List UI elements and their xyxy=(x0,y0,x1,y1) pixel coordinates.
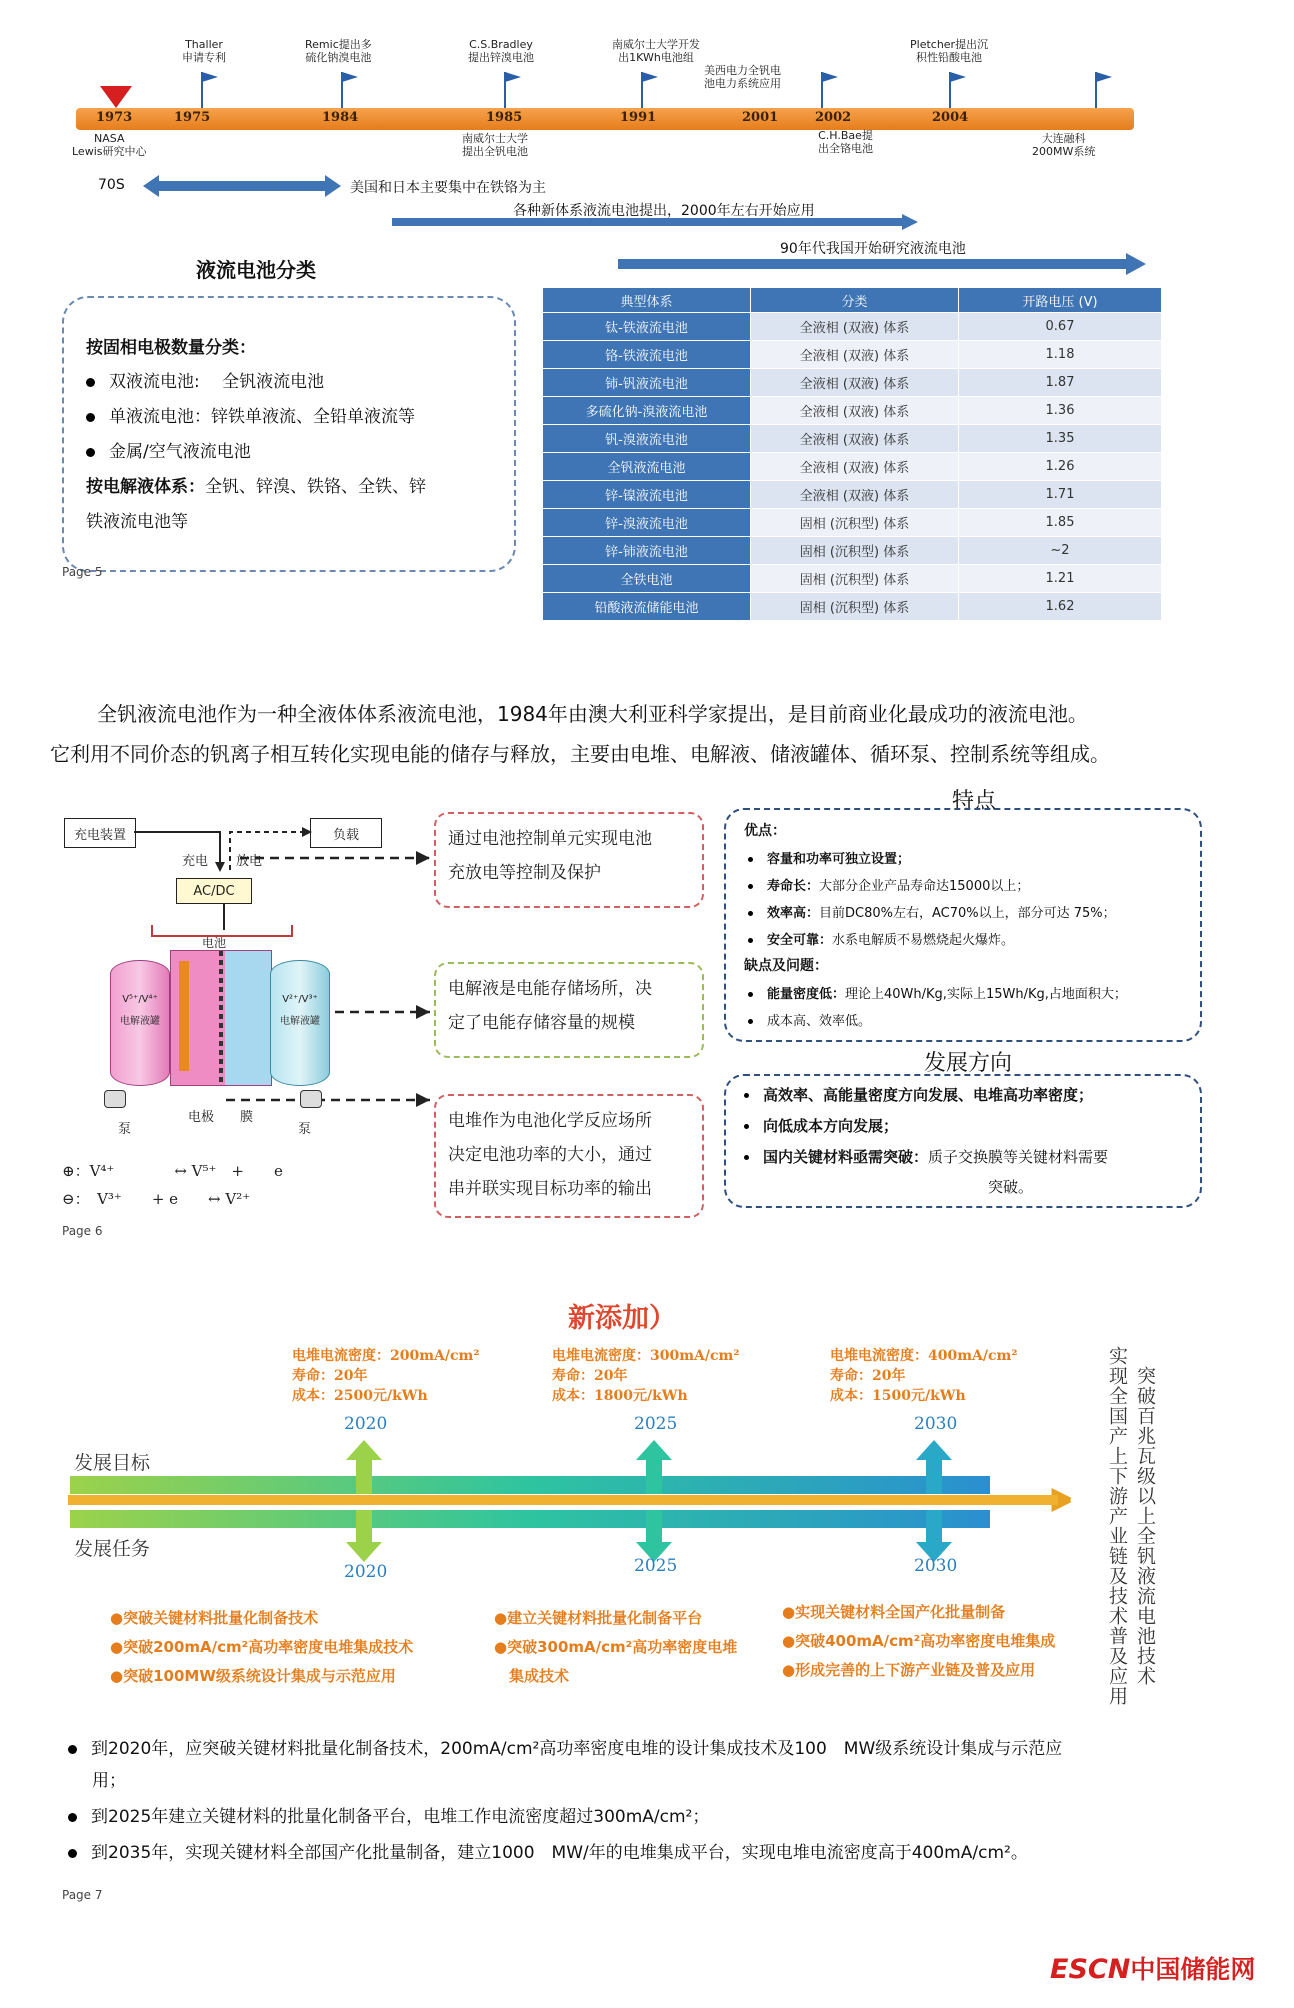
goal-label: 发展目标 xyxy=(74,1452,151,1474)
pump-right-label: 泵 xyxy=(298,1122,312,1137)
table-row xyxy=(543,593,1162,621)
tank-label-line: V⁵⁺/V⁴⁺ xyxy=(122,994,158,1005)
positive-electrode xyxy=(179,961,189,1071)
table-header: 典型体系 xyxy=(543,288,751,313)
event-line: C.S.Bradley xyxy=(469,38,533,51)
event-line: 硫化钠溴电池 xyxy=(305,51,372,64)
heading-text: 按电解液体系： xyxy=(86,477,205,497)
roadmap-bullet xyxy=(68,1838,1028,1863)
table-cell: 1.21 xyxy=(959,565,1162,593)
classification-heading1 xyxy=(86,333,256,358)
membrane-label: 膜 xyxy=(240,1110,254,1125)
task-item: ●建立关键材料批量化制备平台 xyxy=(494,1609,703,1627)
table-cell: 全液相 (双液) 体系 xyxy=(751,453,959,481)
task-item: ●突破200mA/cm²高功率密度电堆集成技术 xyxy=(110,1638,414,1656)
bullet-icon xyxy=(68,1745,77,1754)
table-cell: 全液相 (双液) 体系 xyxy=(751,341,959,369)
start-marker-icon xyxy=(100,86,132,108)
pump-left-label: 泵 xyxy=(118,1122,132,1137)
development-item xyxy=(744,1115,898,1136)
item-text: 水系电解质不易燃烧起火爆炸。 xyxy=(832,933,1015,948)
pros-item xyxy=(748,848,910,867)
bullet-icon xyxy=(744,1155,749,1160)
features-box xyxy=(724,808,1202,1042)
table-row xyxy=(543,313,1162,341)
table-row xyxy=(543,425,1162,453)
box-line: 充放电等控制及保护 xyxy=(448,863,601,883)
item-text: 理论上40Wh/Kg,实际上15Wh/Kg,占地面积大； xyxy=(845,987,1127,1002)
table-cell: 0.67 xyxy=(959,313,1162,341)
tasks-2020 xyxy=(110,1604,413,1691)
table-cell: 锌-溴液流电池 xyxy=(543,509,751,537)
timeline-year: 1975 xyxy=(174,110,211,125)
item-text: 质子交换膜等关键材料需要 xyxy=(928,1148,1109,1166)
timeline-event-rongke xyxy=(1032,132,1095,158)
charge-label: 充电 xyxy=(182,854,209,869)
bullet-icon xyxy=(86,448,95,457)
table-cell: 1.85 xyxy=(959,509,1162,537)
escn-watermark-logo xyxy=(1050,1950,1255,1986)
arrow-right-icon xyxy=(416,1005,430,1019)
right-arrow-icon xyxy=(392,214,918,230)
bullet-icon xyxy=(748,1019,753,1024)
item-text: 金属/空气液流电池 xyxy=(109,442,251,462)
classification-item xyxy=(86,437,251,462)
roadmap-bullet xyxy=(68,1802,709,1827)
reaction-equation-negative: ⊖： V³⁺ + e ↔ V²⁺ xyxy=(62,1190,251,1208)
pros-item xyxy=(748,875,1029,894)
table-cell: 铬-铁液流电池 xyxy=(543,341,751,369)
classification-heading2-cont: 铁液流电池等 xyxy=(86,512,188,532)
event-line: C.H.Bae提 xyxy=(818,129,873,142)
timeline-event-nasa xyxy=(72,132,147,158)
event-line: NASA xyxy=(94,132,125,145)
flag-icon xyxy=(820,70,840,110)
timeline-event-vanadium xyxy=(462,132,528,158)
stage-line: 寿命：20年 xyxy=(552,1368,628,1384)
bullet-icon xyxy=(68,1813,77,1822)
event-line: 提出锌溴电池 xyxy=(468,51,534,64)
event-line: 提出全钒电池 xyxy=(462,145,528,158)
task-item: ●突破400mA/cm²高功率密度电堆集成 xyxy=(782,1632,1056,1650)
event-line: 出1KWh电池组 xyxy=(618,51,694,64)
table-cell: 1.71 xyxy=(959,481,1162,509)
event-line: 美西电力全钒电 xyxy=(704,64,781,77)
acdc-label: AC/DC xyxy=(193,883,235,899)
stage-line: 成本：2500元/kWh xyxy=(292,1388,428,1404)
heading-rest: 全钒、锌溴、铁铬、全铁、锌 xyxy=(205,477,426,497)
table-header: 分类 xyxy=(751,288,959,313)
flag-icon xyxy=(340,70,360,110)
table-cell: 铈-钒液流电池 xyxy=(543,369,751,397)
timeline-event-remic xyxy=(305,38,372,64)
load-label: 负载 xyxy=(332,827,359,843)
table-cell: 全液相 (双液) 体系 xyxy=(751,397,959,425)
event-line: Lewis研究中心 xyxy=(72,145,147,158)
bullet-icon xyxy=(744,1124,749,1129)
table-row xyxy=(543,565,1162,593)
vertical-goal-text: 突破百兆瓦级以上全钒液流电池技术 xyxy=(1134,1366,1156,1686)
event-line: 200MW系统 xyxy=(1032,145,1096,158)
table-row xyxy=(543,453,1162,481)
arrow-right-icon xyxy=(416,851,430,865)
item-text: 大部分企业产品寿命达15000以上； xyxy=(819,879,1030,894)
table-row xyxy=(543,341,1162,369)
table-cell: 固相 (沉积型) 体系 xyxy=(751,537,959,565)
table-cell: 全液相 (双液) 体系 xyxy=(751,425,959,453)
watermark-cn: 中国储能网 xyxy=(1130,1955,1256,1984)
item-text: 成本高、效率低。 xyxy=(767,1014,872,1029)
acdc-box xyxy=(176,878,252,904)
timeline-bar xyxy=(76,108,1134,130)
timeline-year: 2004 xyxy=(932,110,969,125)
tank-label xyxy=(271,989,329,1033)
table-cell: 全铁电池 xyxy=(543,565,751,593)
table-header-row xyxy=(543,288,1162,313)
bullet-icon xyxy=(68,1849,77,1858)
table-cell: 1.26 xyxy=(959,453,1162,481)
tasks-2025 xyxy=(494,1604,737,1691)
task-item: ●突破100MW级系统设计集成与示范应用 xyxy=(110,1667,396,1685)
table-cell: 多硫化钠-溴液流电池 xyxy=(543,397,751,425)
cons-title: 缺点及问题： xyxy=(744,958,828,974)
heading-colon: ： xyxy=(239,338,256,358)
timeline-year: 1984 xyxy=(322,110,359,125)
table-cell: 全钒液流电池 xyxy=(543,453,751,481)
table-header: 开路电压 (V) xyxy=(959,288,1162,313)
stage-line: 成本：1800元/kWh xyxy=(552,1388,688,1404)
page7-title: 新添加） xyxy=(568,1303,676,1334)
battery-label: 电池 xyxy=(202,936,227,950)
era-arrow1-label: 美国和日本主要集中在铁铬为主 xyxy=(350,180,546,196)
event-line: 池电力系统应用 xyxy=(704,77,781,90)
timeline-event-bradley xyxy=(468,38,534,64)
right-arrow-icon xyxy=(618,253,1146,275)
event-line: 南威尔士大学开发 xyxy=(612,38,700,51)
bullet-icon xyxy=(744,1093,749,1098)
membrane-line xyxy=(219,951,223,1085)
control-box xyxy=(434,812,704,908)
page-number: Page 7 xyxy=(62,1888,103,1902)
arrow-right-icon xyxy=(416,1093,430,1107)
features-title: 特点 xyxy=(952,789,997,814)
table-cell: 1.62 xyxy=(959,593,1162,621)
year-2030-bottom: 2030 xyxy=(914,1556,958,1576)
item-text: 单液流电池：锌铁单液流、全铅单液流等 xyxy=(109,407,415,427)
table-row xyxy=(543,537,1162,565)
table-cell: 1.18 xyxy=(959,341,1162,369)
timeline-year: 1991 xyxy=(620,110,657,125)
event-line: 出全铬电池 xyxy=(818,142,873,155)
item-bold: 安全可靠： xyxy=(767,933,833,948)
stage-2030-text xyxy=(830,1346,1017,1406)
year-2025-top: 2025 xyxy=(634,1414,678,1434)
electrode-label: 电极 xyxy=(188,1110,215,1125)
cell-stack xyxy=(170,950,272,1086)
intro-paragraph-line1: 全钒液流电池作为一种全液体体系液流电池，1984年由澳大利亚科学家提出，是目前商业化最成功的液流电池。 xyxy=(97,702,1088,726)
table-row xyxy=(543,509,1162,537)
double-arrow-icon xyxy=(143,175,341,197)
heading-text: 按固相电极数量分类 xyxy=(86,338,239,358)
tank-label-line: V²⁺/V³⁺ xyxy=(282,994,318,1005)
event-line: 申请专利 xyxy=(182,51,226,64)
pros-title: 优点： xyxy=(744,823,786,839)
table-cell: 1.35 xyxy=(959,425,1162,453)
box-line: 串并联实现目标功率的输出 xyxy=(448,1179,652,1199)
table-cell: 1.36 xyxy=(959,397,1162,425)
era-arrow3-label: 90年代我国开始研究液流电池 xyxy=(780,241,966,257)
item-bold: 能量密度低： xyxy=(767,987,846,1002)
timeline-event-us-west xyxy=(704,64,781,90)
pump-left-icon xyxy=(104,1090,126,1108)
classification-heading2 xyxy=(86,472,426,497)
timeline-event-pletcher xyxy=(910,38,988,64)
development-item-cont: 突破。 xyxy=(988,1178,1034,1196)
cons-item xyxy=(748,983,1127,1002)
table-cell: 锌-镍液流电池 xyxy=(543,481,751,509)
development-title: 发展方向 xyxy=(924,1051,1013,1076)
table-row xyxy=(543,369,1162,397)
stage-line: 电堆电流密度：300mA/cm² xyxy=(552,1348,740,1364)
item-bold: 高效率、高能量密度方向发展、电堆高功率密度； xyxy=(763,1086,1094,1104)
timeline-event-thaller xyxy=(182,38,226,64)
event-line: Pletcher提出沉 xyxy=(910,38,989,51)
event-line: 积性铅酸电池 xyxy=(916,51,983,64)
table-cell: 全液相 (双液) 体系 xyxy=(751,481,959,509)
left-electrolyte-tank xyxy=(110,960,170,1086)
intro-paragraph-line2: 它利用不同价态的钒离子相互转化实现电能的储存与释放，主要由电堆、电解液、储液罐体、循环泵、控制系统等组成。 xyxy=(50,742,1110,766)
table-cell: 固相 (沉积型) 体系 xyxy=(751,593,959,621)
task-label: 发展任务 xyxy=(74,1538,151,1560)
box-line: 定了电能存储容量的规模 xyxy=(448,1013,635,1033)
page-number: Page 6 xyxy=(62,1224,103,1238)
charger-label: 充电装置 xyxy=(73,827,126,843)
tank-label-line: 电解液罐 xyxy=(120,1016,160,1027)
table-row xyxy=(543,481,1162,509)
task-item: ●实现关键材料全国产化批量制备 xyxy=(782,1603,1006,1621)
task-item: ●突破关键材料批量化制备技术 xyxy=(110,1609,319,1627)
year-2030-top: 2030 xyxy=(914,1414,958,1434)
stage-line: 寿命：20年 xyxy=(830,1368,906,1384)
roadmap-bullet-cont: 用； xyxy=(92,1771,126,1791)
timeline-year: 2002 xyxy=(815,110,852,125)
table-cell: 锌-铈液流电池 xyxy=(543,537,751,565)
discharge-label: 放电 xyxy=(236,854,263,869)
bullet-text: 到2020年，应突破关键材料批量化制备技术，200mA/cm²高功率密度电堆的设计集成技术及100 MW级系统设计集成与示范应 xyxy=(91,1739,1063,1759)
bullet-icon xyxy=(748,938,753,943)
classification-title: 液流电池分类 xyxy=(196,258,316,282)
reaction-equation-positive: ⊕：V⁴⁺ ↔ V⁵⁺ + e xyxy=(62,1162,283,1180)
year-2025-bottom: 2025 xyxy=(634,1556,678,1576)
timeline-year: 1985 xyxy=(486,110,523,125)
development-item xyxy=(744,1146,1108,1167)
tank-label xyxy=(111,989,169,1033)
classification-item xyxy=(86,402,415,427)
flag-icon xyxy=(948,70,968,110)
event-line: 南威尔士大学 xyxy=(462,132,528,145)
table-row xyxy=(543,397,1162,425)
development-item xyxy=(744,1084,1093,1105)
event-line: Remic提出多 xyxy=(305,38,372,51)
item-bold: 容量和功率可独立设置； xyxy=(767,852,911,867)
roadmap-bullet xyxy=(68,1734,1062,1759)
bullet-icon xyxy=(86,378,95,387)
bullet-icon xyxy=(748,857,753,862)
table-cell: ~2 xyxy=(959,537,1162,565)
box-line: 电堆作为电池化学反应场所 xyxy=(448,1111,652,1131)
stage-line: 寿命：20年 xyxy=(292,1368,368,1384)
bullet-icon xyxy=(748,992,753,997)
watermark-brand: ESCN xyxy=(1050,1954,1131,1985)
timeline-year: 1973 xyxy=(96,110,133,125)
negative-half-cell xyxy=(225,951,271,1085)
stage-2020-text xyxy=(292,1346,479,1406)
bullet-icon xyxy=(86,413,95,422)
table-cell: 钛-铁液流电池 xyxy=(543,313,751,341)
electrolyte-box xyxy=(434,962,704,1058)
tank-label-line: 电解液罐 xyxy=(280,1016,320,1027)
right-electrolyte-tank xyxy=(270,960,330,1086)
task-item: ●突破300mA/cm²高功率密度电堆 xyxy=(494,1638,738,1656)
flow-battery-table xyxy=(542,287,1162,621)
stage-line: 成本：1500元/kWh xyxy=(830,1388,966,1404)
table-cell: 铅酸液流储能电池 xyxy=(543,593,751,621)
timeline-year: 2001 xyxy=(742,110,779,125)
box-line: 决定电池功率的大小，通过 xyxy=(448,1145,652,1165)
bullet-icon xyxy=(748,911,753,916)
box-line: 电解液是电能存储场所，决 xyxy=(448,979,652,999)
event-line: 大连融科 xyxy=(1041,132,1086,145)
pump-right-icon xyxy=(300,1090,322,1108)
flag-icon xyxy=(1094,70,1114,110)
table-cell: 全液相 (双液) 体系 xyxy=(751,369,959,397)
flag-icon xyxy=(503,70,523,110)
cons-item xyxy=(748,1010,871,1029)
table-cell: 全液相 (双液) 体系 xyxy=(751,313,959,341)
table-cell: 固相 (沉积型) 体系 xyxy=(751,509,959,537)
year-2020-bottom: 2020 xyxy=(344,1562,388,1582)
page-number: Page 5 xyxy=(62,565,103,579)
task-item: ●形成完善的上下游产业链及普及应用 xyxy=(782,1661,1036,1679)
vertical-target-text: 实现全国产上下游产业链及技术普及应用 xyxy=(1106,1346,1128,1706)
table-cell: 钒-溴液流电池 xyxy=(543,425,751,453)
item-text: 双液流电池: 全钒液流电池 xyxy=(109,372,325,392)
pros-item xyxy=(748,902,1116,921)
table-cell: 固相 (沉积型) 体系 xyxy=(751,565,959,593)
task-item: 集成技术 xyxy=(494,1667,570,1685)
stack-box xyxy=(434,1094,704,1218)
stage-line: 电堆电流密度：200mA/cm² xyxy=(292,1348,480,1364)
timeline-event-south-wales xyxy=(612,38,700,64)
year-2020-top: 2020 xyxy=(344,1414,388,1434)
flag-icon xyxy=(200,70,220,110)
event-line: Thaller xyxy=(185,38,223,51)
pros-item xyxy=(748,929,1014,948)
item-bold: 效率高： xyxy=(767,906,820,921)
bullet-text: 到2025年建立关键材料的批量化制备平台，电堆工作电流密度超过300mA/cm²； xyxy=(91,1807,710,1827)
era-arrow2-label: 各种新体系液流电池提出，2000年左右开始应用 xyxy=(513,203,815,219)
bullet-icon xyxy=(748,884,753,889)
box-line: 通过电池控制单元实现电池 xyxy=(448,829,652,849)
stage-line: 电堆电流密度：400mA/cm² xyxy=(830,1348,1018,1364)
stage-2025-text xyxy=(552,1346,739,1406)
tasks-2030 xyxy=(782,1598,1055,1685)
era-label: 70S xyxy=(98,177,125,193)
item-bold: 国内关键材料亟需突破： xyxy=(763,1148,929,1166)
flag-icon xyxy=(640,70,660,110)
item-bold: 向低成本方向发展； xyxy=(763,1117,899,1135)
item-text: 目前DC80%左右，AC70%以上，部分可达 75%； xyxy=(819,906,1116,921)
timeline-event-bae xyxy=(818,129,873,155)
item-bold: 寿命长： xyxy=(767,879,820,894)
bullet-text: 到2035年，实现关键材料全部国产化批量制备，建立1000 MW/年的电堆集成平台，实现电堆电流密度高于400mA/cm²。 xyxy=(91,1843,1028,1863)
classification-item xyxy=(86,367,324,392)
table-cell: 1.87 xyxy=(959,369,1162,397)
